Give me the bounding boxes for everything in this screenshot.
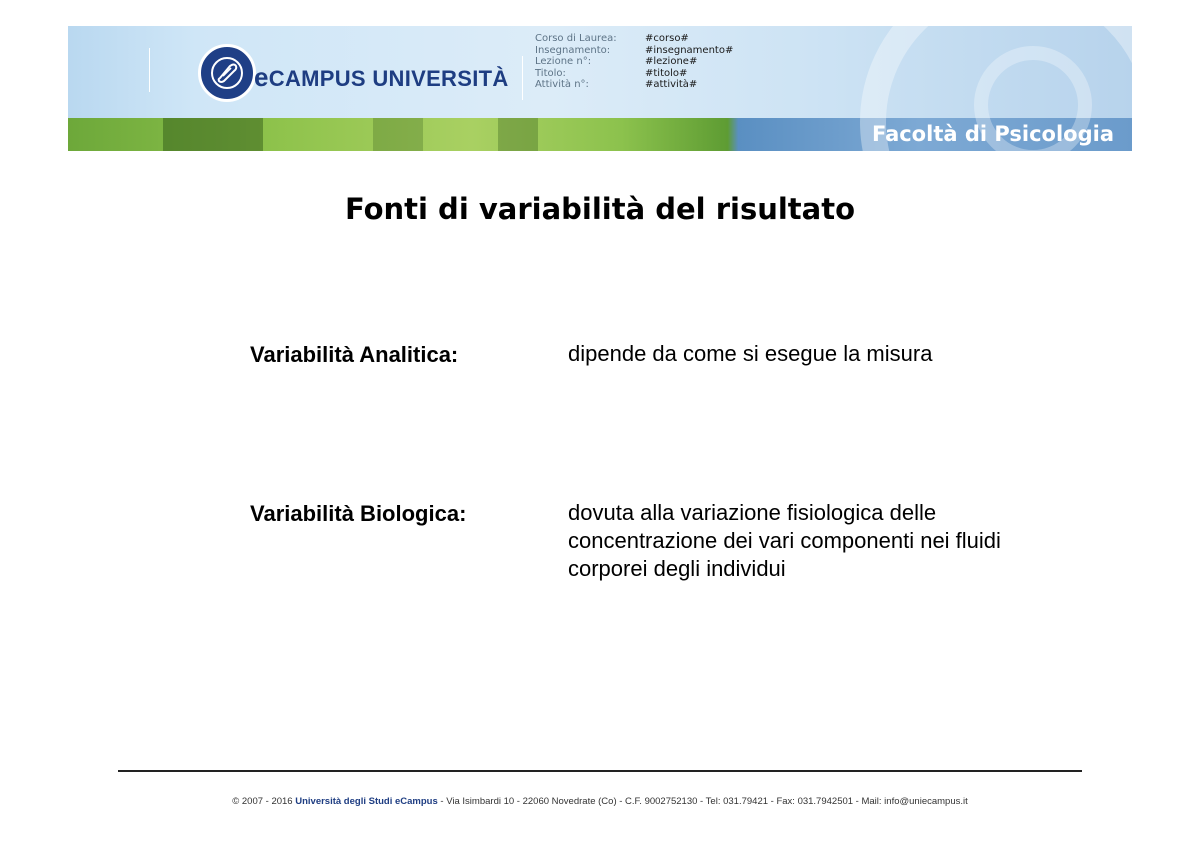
lesson-meta xyxy=(535,33,733,91)
meta-label: Titolo: xyxy=(535,67,566,79)
logo-wordmark xyxy=(254,62,509,93)
meta-value: #insegnamento# xyxy=(645,44,734,56)
meta-row xyxy=(535,45,733,57)
footer-institution: Università degli Studi eCampus xyxy=(295,796,438,807)
definition-analytical: dipende da come si esegue la misura xyxy=(568,341,933,366)
meta-value: #attività# xyxy=(645,79,698,91)
faculty-name: Facoltà di Psicologia xyxy=(871,122,1114,146)
meta-label: Insegnamento: xyxy=(535,44,611,56)
meta-value: #titolo# xyxy=(645,67,688,79)
meta-row xyxy=(535,68,733,80)
meta-label: Corso di Laurea: xyxy=(535,33,617,44)
meta-row xyxy=(535,79,733,91)
footer-copyright: © 2007 - 2016 xyxy=(232,796,296,807)
divider xyxy=(149,48,150,92)
logo-name: CAMPUS UNIVERSITÀ xyxy=(268,66,509,91)
banner-stripe xyxy=(373,118,423,151)
banner-stripe xyxy=(163,118,263,151)
ecampus-logo-icon xyxy=(198,44,256,102)
logo-prefix: e xyxy=(254,62,269,92)
divider xyxy=(522,56,523,100)
footer-text xyxy=(0,796,1200,807)
meta-value: #corso# xyxy=(645,33,689,44)
footer-contacts: - Via Isimbardi 10 - 22060 Novedrate (Co) - C.F. 9002752130 - Tel: 031.79421 - Fax: 031.7942501 - Mail: info@uniecampus.it xyxy=(437,796,968,807)
meta-label: Attività n°: xyxy=(535,79,589,91)
meta-label: Lezione n°: xyxy=(535,56,592,68)
meta-row xyxy=(535,56,733,68)
header-banner xyxy=(68,26,1132,151)
term-biological: Variabilità Biologica: xyxy=(250,501,467,526)
footer-divider xyxy=(118,770,1082,772)
definition-biological: dovuta alla variazione fisiologica delle concentrazione dei vari componenti nei fluidi corporei degli individui xyxy=(568,500,1001,581)
meta-value: #lezione# xyxy=(645,56,698,68)
slide-title: Fonti di variabilità del risultato xyxy=(344,192,856,226)
meta-row xyxy=(535,33,733,45)
term-analytical: Variabilità Analitica: xyxy=(250,342,459,367)
banner-stripe xyxy=(498,118,538,151)
